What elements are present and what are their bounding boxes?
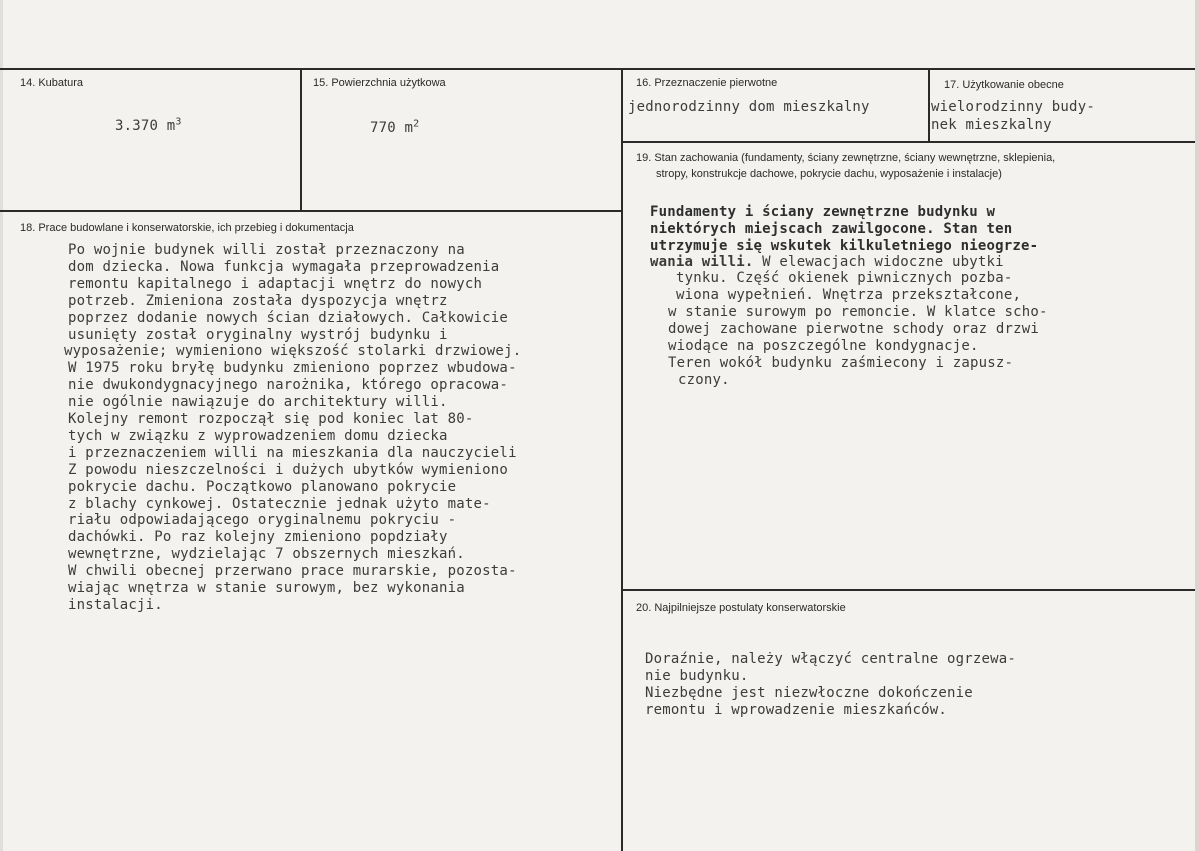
field-17-label: 17. Użytkowanie obecne — [944, 79, 1064, 91]
field-15-label: 15. Powierzchnia użytkowa — [313, 77, 446, 89]
field-18-line: Po wojnie budynek willi został przeznaczony na — [68, 242, 465, 258]
field-19-line-4 — [650, 254, 1004, 270]
field-20-line-1: Doraźnie, należy włączyć centralne ogrzewa- — [645, 651, 1017, 667]
field-14-label: 14. Kubatura — [20, 77, 83, 89]
field-18-line: i przeznaczeniem willi na mieszkania dla nauczycieli — [68, 444, 517, 461]
field-18-line: remontu kapitalnego i adaptacji wnętrz do nowych — [68, 275, 483, 292]
field-18-line: W chwili obecnej przerwano prace murarskie, pozosta- — [68, 563, 517, 580]
field-18-line: dachówki. Po raz kolejny zmieniono popdziały — [68, 529, 448, 546]
field-18-line: nie dwukondygnacyjnego narożnika, którego opracowa- — [68, 377, 509, 394]
card-left-edge — [0, 0, 3, 851]
field-18-line: wiając wnętrza w stanie surowym, bez wykonania — [68, 580, 465, 596]
field-20-line-2: nie budynku. — [645, 668, 749, 684]
field-18-label: 18. Prace budowlane i konserwatorskie, ich przebieg i dokumentacja — [20, 222, 354, 234]
field-20-label: 20. Najpilniejsze postulaty konserwatorskie — [636, 602, 846, 614]
field-19-line-7: w stanie surowym po remoncie. W klatce scho- — [668, 304, 1048, 320]
top-border-line — [0, 68, 1195, 70]
field-19-line-5: tynku. Część okienek piwnicznych pozba- — [676, 270, 1013, 286]
line-above-20 — [621, 589, 1195, 591]
card-right-edge — [1195, 0, 1199, 851]
divider-14-15 — [300, 68, 302, 211]
field-19-line-9: wiodące na poszczególne kondygnacje. — [668, 338, 979, 354]
field-16-label: 16. Przeznaczenie pierwotne — [636, 77, 778, 89]
field-18-line: instalacji. — [68, 596, 163, 613]
field-18-line: tych w związku z wyprowadzeniem domu dziecka — [68, 427, 448, 444]
field-18-line: Kolejny remont rozpoczął się pod koniec lat 80- — [68, 411, 474, 427]
field-19-label-line-2: stropy, konstrukcje dachowe, pokrycie dachu, wyposażenie i instalacje) — [656, 168, 1002, 180]
field-14-value — [115, 118, 182, 134]
field-19-line-8: dowej zachowane pierwotne schody oraz drzwi — [668, 321, 1040, 337]
field-18-line: dom dziecka. Nowa funkcja wymagała przeprowadzenia — [68, 258, 500, 275]
powierzchnia-value: 770 m — [370, 120, 414, 136]
field-18-line: usunięty został oryginalny wystrój budynku i — [68, 326, 448, 343]
field-19-bold-line-3: utrzymuje się wskutek kilkuletniego nieogrze- — [650, 238, 1039, 254]
field-15-value — [370, 120, 419, 136]
divider-15-16 — [621, 68, 623, 851]
field-18-line: Z powodu nieszczelności i dużych ubytków wymieniono — [68, 461, 509, 478]
field-18-line: nie ogólnie nawiązuje do architektury willi. — [68, 394, 448, 411]
line-below-16-17 — [621, 141, 1195, 143]
field-18-line: W 1975 roku bryłę budynku zmieniono poprzez wbudowa- — [68, 360, 517, 377]
field-19-bold-line-2: niektórych miejscach zawilgocone. Stan ten — [650, 221, 1013, 237]
powierzchnia-unit-exponent: 2 — [413, 118, 420, 130]
field-19-line-10: Teren wokół budynku zaśmiecony i zapusz- — [668, 355, 1014, 371]
field-17-line-2: nek mieszkalny — [931, 117, 1052, 133]
field-18-line: wyposażenie; wymieniono większość stolarki drzwiowej. — [64, 343, 522, 360]
field-18-line: potrzeb. Zmieniona została dyspozycja wnętrz — [68, 292, 448, 309]
field-18-line: z blachy cynkowej. Ostatecznie jednak użyto mate- — [68, 495, 491, 512]
field-19-line-6: wiona wypełnień. Wnętrza przekształcone, — [676, 287, 1022, 303]
field-19-label-line-1: 19. Stan zachowania (fundamenty, ściany zewnętrzne, ściany wewnętrzne, sklepienia, — [636, 152, 1056, 164]
field-20-line-3: Niezbędne jest niezwłoczne dokończenie — [645, 685, 973, 701]
field-19-line-11: czony. — [678, 372, 730, 388]
field-16-value: jednorodzinny dom mieszkalny — [628, 99, 870, 115]
kubatura-unit-exponent: 3 — [175, 116, 182, 128]
field-19-bold-line-4: wania willi. — [650, 254, 754, 270]
field-18-line: poprzez dodanie nowych ścian działowych. Całkowicie — [68, 309, 509, 326]
field-18-line: wewnętrzne, wydzielając 7 obszernych mieszkań. — [68, 546, 465, 563]
divider-16-17 — [928, 68, 930, 142]
field-17-line-1: wielorodzinny budy- — [931, 99, 1095, 115]
line-below-14-15 — [0, 210, 623, 212]
field-18-line: pokrycie dachu. Początkowo planowano pokrycie — [68, 478, 457, 495]
field-19-bold-line-1: Fundamenty i ściany zewnętrzne budynku w — [650, 204, 996, 220]
field-19-line-4-tail: W elewacjach widoczne ubytki — [753, 254, 1004, 270]
kubatura-value: 3.370 m — [115, 118, 176, 134]
field-18-line: riału odpowiadającego oryginalnemu pokryciu - — [68, 512, 457, 529]
field-20-line-4: remontu i wprowadzenie mieszkańców. — [645, 702, 948, 718]
